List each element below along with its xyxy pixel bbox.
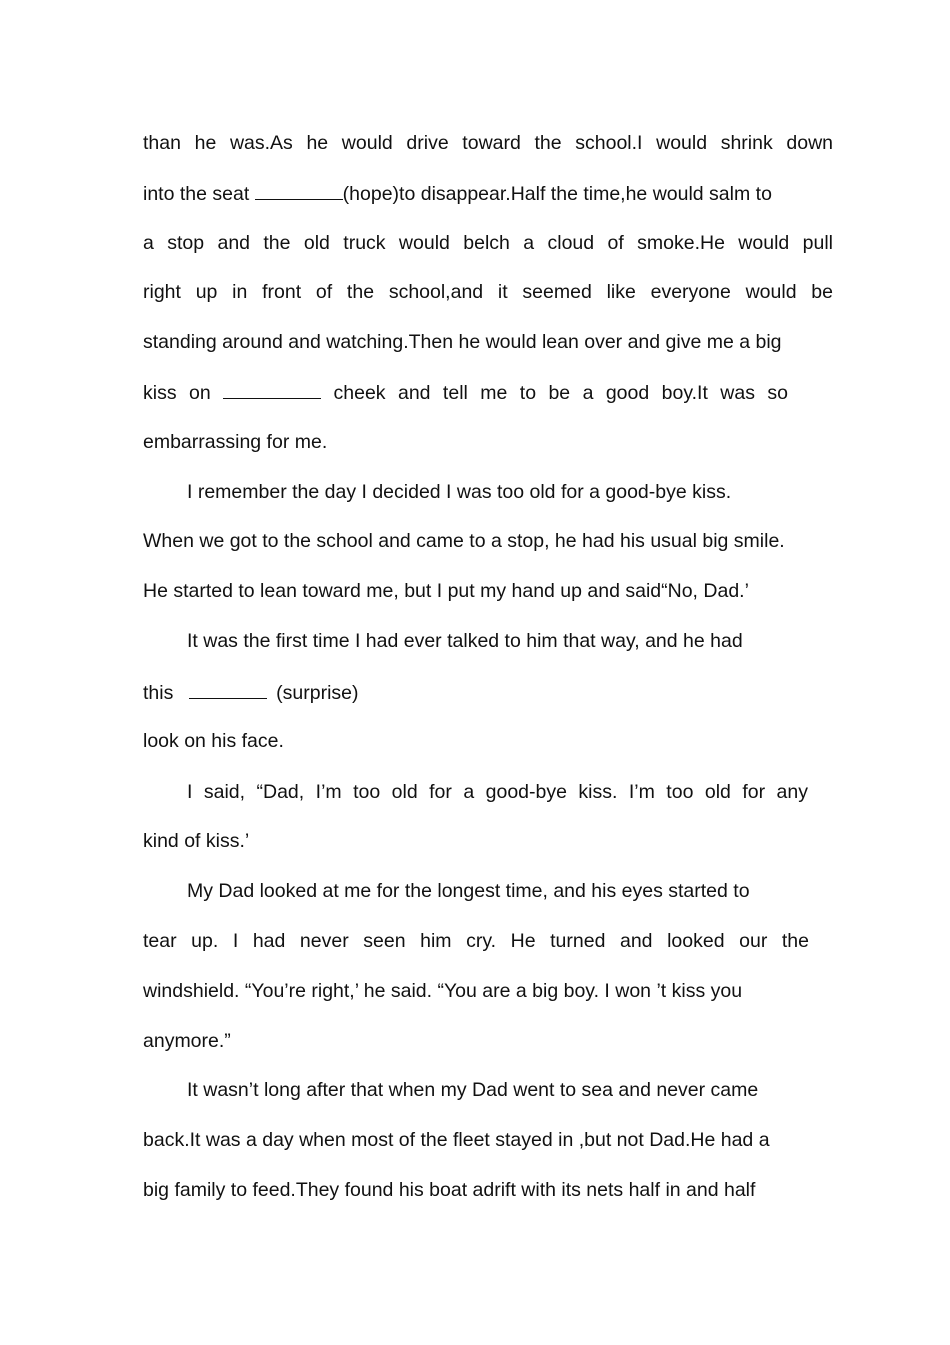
text-line-18: windshield. “You’re right,’ he said. “You are a big boy. I won ’t kiss you [143,980,743,1002]
text-line-10: He started to lean toward me, but I put my hand up and said“No, Dad.’ [143,580,749,602]
text-segment: into the seat [143,183,255,205]
text-line-20: It wasn’t long after that when my Dad went to sea and never came [187,1079,759,1101]
text-line-14: I said, “Dad, I’m too old for a good-bye kiss. I’m too old for any [187,781,808,803]
text-segment: cheek and tell me to be a good boy.It was so [321,382,788,404]
text-line-16: My Dad looked at me for the longest time, and his eyes started to [187,880,750,902]
text-line-5: standing around and watching.Then he would lean over and give me a big [143,331,782,353]
fill-in-blank-hope[interactable] [255,181,343,200]
text-line-8: I remember the day I decided I was too old for a good-bye kiss. [187,481,732,503]
text-line-1: than he was.As he would drive toward the school.I would shrink down [143,132,833,154]
text-line-6 [143,380,833,405]
text-segment: this [143,682,179,704]
text-line-15: kind of kiss.’ [143,830,250,852]
text-line-19: anymore.” [143,1030,231,1052]
fill-in-blank-cheek[interactable] [223,380,321,399]
text-line-22: big family to feed.They found his boat adrift with its nets half in and half [143,1179,756,1201]
fill-in-blank-surprise[interactable] [189,680,267,699]
text-segment: kiss on [143,382,224,404]
text-line-4: right up in front of the school,and it seemed like everyone would be [143,281,833,303]
text-line-9: When we got to the school and came to a stop, he had his usual big smile. [143,530,785,552]
text-line-12 [143,680,833,705]
text-line-11: It was the first time I had ever talked to him that way, and he had [187,630,743,652]
text-segment: (surprise) [270,682,359,704]
text-line-17: tear up. I had never seen him cry. He turned and looked our the [143,930,809,952]
text-segment: (hope)to disappear.Half the time,he would salm to [342,183,772,205]
text-line-3: a stop and the old truck would belch a cloud of smoke.He would pull [143,232,833,254]
text-line-2 [143,181,833,206]
text-line-13: look on his face. [143,730,284,752]
text-line-21: back.It was a day when most of the fleet stayed in ,but not Dad.He had a [143,1129,770,1151]
text-line-7: embarrassing for me. [143,431,328,453]
